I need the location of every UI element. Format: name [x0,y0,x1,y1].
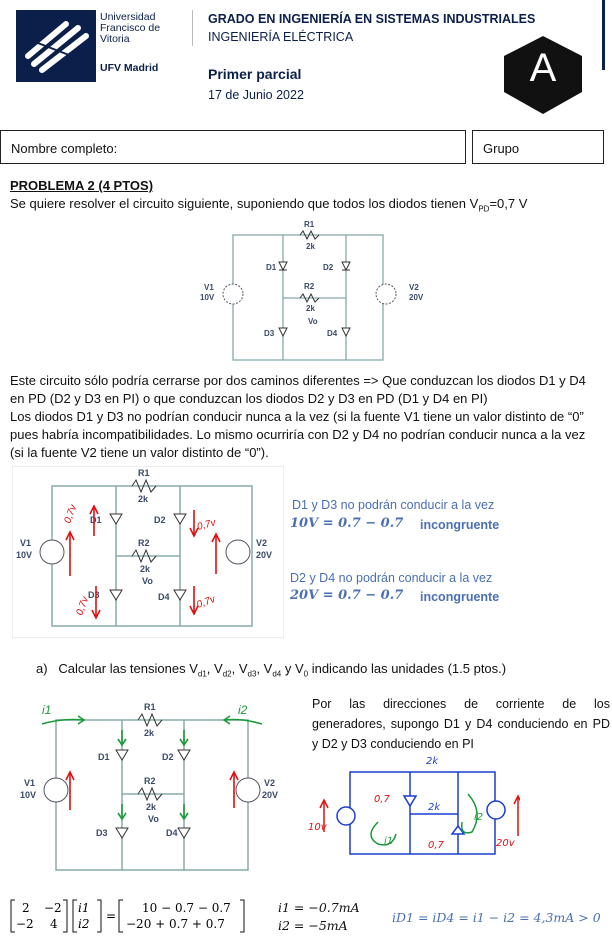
c2-v1-value: 10V [16,550,33,560]
solution-i2: i2 = −5mA [278,918,348,933]
eq-20v: 20V = 0.7 − 0.7 [290,588,404,603]
svg-text:10 − 0.7 − 0.7: 10 − 0.7 − 0.7 [142,901,231,915]
note-d2-d4: D2 y D4 no podrán conducir a la vez [290,571,493,585]
sketch-07a: 0,7 [374,794,390,805]
c3-r2-label: R2 [144,776,156,786]
r2-value: 2k [306,304,315,313]
sketch-i1: i1 [384,836,394,847]
sketch-10v: 10v [308,822,327,833]
svg-text:i2: i2 [78,917,90,931]
problem-title: PROBLEMA 2 (4 PTOS) [10,178,154,193]
header-divider [192,10,193,46]
hand-label-1: 0,7v [62,503,80,526]
c3-d4-label: D4 [166,828,178,838]
c3-v1-label: V1 [24,778,36,788]
svg-text:2: 2 [22,901,30,915]
subject-title: INGENIERÍA ELÉCTRICA [208,30,354,44]
c2-vo-label: Vo [142,576,153,586]
name-field[interactable]: Nombre completo: [0,130,466,164]
d3-label: D3 [264,329,275,338]
r1-label: R1 [304,220,315,229]
c2-r1-label: R1 [138,468,150,478]
c2-v2-label: V2 [256,538,268,548]
solution-i1: i1 = −0.7mA [278,900,360,915]
analysis-line-1: Este circuito sólo podría cerrarse por dos caminos diferentes => Que conduzcan los diodos D1 y D4 [10,373,586,388]
r1-value: 2k [306,242,315,251]
svg-text:−2: −2 [16,917,34,931]
v2-value: 20V [409,293,424,302]
sketch-top-2k: 2k [426,756,439,767]
c2-v1-label: V1 [20,538,32,548]
d1-label: D1 [266,263,277,272]
c3-d2-label: D2 [162,752,174,762]
eq-10v: 10V = 0.7 − 0.7 [290,516,404,531]
problem-statement: Se quiere resolver el circuito siguiente, suponiendo que todos los diodos tienen $V_{PD}=0,7$ V [10,196,528,214]
c3-vo-label: Vo [148,814,159,824]
svg-text:−20 + 0.7 + 0.7: −20 + 0.7 + 0.7 [126,917,225,931]
analysis-line-4: pues habría incompatibilidades. Lo mismo ocurriría con D2 y D4 no podrían conducir nunca a la vez [10,427,586,442]
v2-label: V2 [409,283,419,292]
c3-i1-label: i1 [42,703,52,717]
r2-label: R2 [304,282,315,291]
c3-r1-label: R1 [144,702,156,712]
c3-i2-label: i2 [238,703,248,717]
hand-sketch [300,752,520,860]
svg-text:4: 4 [50,917,58,931]
university-logo [16,10,96,82]
exam-title: Primer parcial [208,66,302,82]
campus-name: UFV Madrid [100,62,159,74]
c3-r2-value: 2k [146,802,157,812]
version-letter: A [529,46,557,90]
note-d1-d3: D1 y D3 no podrán conducir a la vez [292,498,495,512]
sketch-i2: i2 [474,812,484,823]
c2-r2-label: R2 [138,538,150,548]
sketch-20v: 20v [496,838,515,849]
d4-label: D4 [327,329,338,338]
vo-label: Vo [308,317,318,326]
exam-date: 17 de Junio 2022 [208,88,304,102]
analysis-line-5: (si la fuente V2 tiene un valor distinto de “0”). [10,445,269,460]
svg-text:−2: −2 [44,901,62,915]
part-a-question: a) Calcular las tensiones $V_{d1}$, $V_{d2}$, $V_{d3}$, $V_{d4}$ y $V_0$ indicando las unidades (1.5 ptos.) [36,661,507,679]
hand-label-3: 0,7v [74,595,92,618]
c2-d4-label: D4 [158,592,170,602]
c3-v1-value: 10V [20,790,37,800]
d2-label: D2 [323,263,334,272]
svg-text:=: = [106,909,117,923]
group-field[interactable]: Grupo [472,130,604,164]
svg-text:i1: i1 [78,901,90,915]
c2-r2-value: 2k [140,564,151,574]
c2-d3-label: D3 [88,590,100,600]
c3-r1-value: 2k [144,728,155,738]
sketch-mid-2k: 2k [428,802,441,813]
c3-d3-label: D3 [96,828,108,838]
degree-title: GRADO EN INGENIERÍA EN SISTEMAS INDUSTRIALES [208,12,536,26]
matrix-equation [10,898,250,937]
edge-bar [602,0,605,70]
version-badge [500,34,586,116]
assumption-note: Por las direcciones de corriente de los generadores, supongo D1 y D4 conduciendo en PD y D2 y D3 conduciendo en PI [312,697,610,751]
c2-v2-value: 20V [256,550,273,560]
circuit-diagram-1 [196,220,436,366]
diode-current-result: iD1 = iD4 = i1 − i2 = 4,3mA > 0 [392,910,601,925]
c3-d1-label: D1 [98,752,110,762]
v1-label: V1 [204,283,214,292]
c2-d1-label: D1 [90,515,102,525]
sketch-07b: 0,7 [428,840,444,851]
c3-v2-value: 20V [262,790,279,800]
c3-v2-label: V2 [264,778,276,788]
hand-label-4: 0,7v [195,594,217,611]
circuit-diagram-currents [12,690,294,880]
c2-r1-value: 2k [138,494,149,504]
university-name: Universidad Francisco de Vitoria [100,11,161,45]
analysis-line-3: Los diodos D1 y D3 no podrían conducir nunca a la vez (si la fuente V1 tiene un valor distinto de “0” [10,409,584,424]
v1-value: 10V [200,293,215,302]
c2-d2-label: D2 [154,515,166,525]
incongruent-2: incongruente [420,590,500,604]
analysis-line-2: en PD (D2 y D3 en PI) o que conduzcan los diodos D2 y D3 en PD (D1 y D4 en PI) [10,391,488,406]
incongruent-1: incongruente [420,518,500,532]
circuit-diagram-annotated [12,466,284,638]
hand-label-2: 0,7v [195,517,218,533]
